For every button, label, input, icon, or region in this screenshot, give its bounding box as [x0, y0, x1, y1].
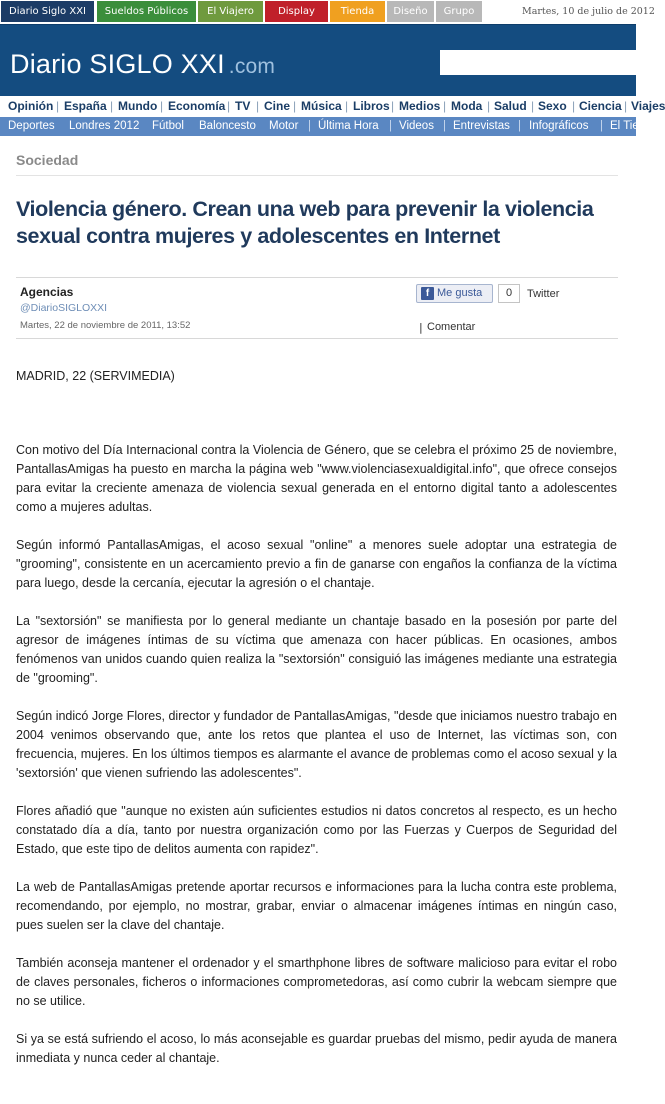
- article-paragraph: Flores añadió que "aunque no existen aún suficientes estudios ni datos concretos al respecto, es un hecho constatado día a día, tanto por nuestra organización como por las Fuerzas y Cuerpos de Seguridad del Estado, que este tipo de delitos aumenta con rapidez".: [16, 804, 617, 856]
- search-input[interactable]: [440, 50, 636, 75]
- nav-separator: |: [227, 99, 231, 113]
- subnav-item-baloncesto[interactable]: Baloncesto: [199, 120, 256, 132]
- masthead: [0, 24, 636, 96]
- sub-nav: [0, 117, 662, 136]
- nav-item-sexo[interactable]: Sexo: [538, 99, 567, 113]
- like-count: 0: [498, 284, 520, 303]
- nav-separator: |: [487, 99, 491, 113]
- header-date: Martes, 10 de julio de 2012: [522, 6, 655, 17]
- nav-separator: |: [256, 99, 260, 113]
- subnav-item-ultima-hora[interactable]: Última Hora: [318, 120, 379, 132]
- article-headline: Violencia género. Crean una web para prevenir la violencia sexual contra mujeres y adolescentes en Internet: [16, 197, 594, 248]
- twitter-handle-link[interactable]: @DiarioSIGLOXXI: [20, 302, 108, 314]
- facebook-like-button[interactable]: [416, 284, 493, 303]
- nav-separator: |: [293, 99, 297, 113]
- network-tab-viajero[interactable]: El Viajero: [198, 1, 263, 22]
- site-logo[interactable]: [10, 49, 275, 80]
- nav-separator: |: [345, 99, 349, 113]
- nav-separator: |: [624, 99, 628, 113]
- nav-separator: |: [572, 99, 576, 113]
- network-tab-diario[interactable]: Diario Siglo XXI: [1, 1, 94, 22]
- nav-item-cine[interactable]: Cine: [264, 99, 291, 113]
- logo-main: Diario SIGLO XXI: [10, 49, 225, 79]
- byline-box: [16, 277, 618, 339]
- nav-separator: |: [531, 99, 535, 113]
- article-paragraph: La "sextorsión" se manifiesta por lo general mediante un chantaje basado en la posesión por parte del agresor de imágenes íntimas de su víctima que amenaza con hacer públicas. En ocasiones, ambos fenómenos van unidos cuando quien realiza la "sextorsión" consiguió las imágenes mediante una estrategia de "grooming".: [16, 614, 617, 685]
- comment-separator: |: [419, 321, 423, 334]
- article-paragraph: Según indicó Jorge Flores, director y fundador de PantallasAmigas, "desde que iniciamos nuestro trabajo en 2004 venimos observando que, ante los retos que plantea el uso de Internet, las víctimas son, con frecuencia, mujeres. En los últimos tiempos es alarmante el avance de problemas como el acoso sexual y la 'sextorsión' que vienen sufriendo las adolescentes".: [16, 709, 617, 780]
- network-tab-diseno[interactable]: Diseño: [387, 1, 434, 22]
- nav-item-libros[interactable]: Libros: [353, 99, 390, 113]
- nav-separator: |: [110, 99, 114, 113]
- nav-item-salud[interactable]: Salud: [494, 99, 527, 113]
- nav-separator: |: [56, 99, 60, 113]
- like-label: Me gusta: [437, 287, 483, 299]
- publish-date: Martes, 22 de noviembre de 2011, 13:52: [20, 320, 191, 331]
- network-tab-display[interactable]: Display: [265, 1, 328, 22]
- network-tab-tienda[interactable]: Tienda: [330, 1, 385, 22]
- subnav-separator: |: [600, 120, 603, 132]
- nav-item-espana[interactable]: España: [64, 99, 107, 113]
- nav-item-ciencia[interactable]: Ciencia: [579, 99, 622, 113]
- nav-item-medios[interactable]: Medios: [399, 99, 441, 113]
- article-body: [16, 441, 617, 1087]
- subnav-item-el-tiempo[interactable]: El Tiempo: [610, 120, 662, 132]
- logo-suffix: .com: [228, 55, 276, 78]
- subnav-separator: |: [518, 120, 521, 132]
- nav-item-musica[interactable]: Música: [301, 99, 342, 113]
- network-tab-sueldos[interactable]: Sueldos Públicos: [97, 1, 196, 22]
- article-paragraph: También aconseja mantener el ordenador y el smarthphone libres de software malicioso para evitar el robo de claves personales, ficheros o informaciones comprometedoras, así como cubrir la webcam siempre que no se utilice.: [16, 956, 617, 1008]
- nav-separator: |: [391, 99, 395, 113]
- subnav-item-deportes[interactable]: Deportes: [8, 120, 55, 132]
- subnav-separator: |: [389, 120, 392, 132]
- subnav-item-entrevistas[interactable]: Entrevistas: [453, 120, 510, 132]
- facebook-icon: f: [421, 287, 434, 300]
- nav-separator: |: [443, 99, 447, 113]
- network-bar: [0, 0, 655, 24]
- subnav-item-infograficos[interactable]: Infográficos: [529, 120, 589, 132]
- article-paragraph: Con motivo del Día Internacional contra la Violencia de Género, que se celebra el próximo 25 de noviembre, PantallasAmigas ha puesto en marcha la página web "www.violenciasexualdigital.info", que ofrece consejos para evitar la creciente amenaza de violencia sexual generada en el entorno digital tanto a adolescentes como a mujeres adultas.: [16, 443, 617, 514]
- article-author: Agencias: [20, 285, 74, 299]
- subnav-separator: |: [443, 120, 446, 132]
- subnav-separator: |: [308, 120, 311, 132]
- article-paragraph: La web de PantallasAmigas pretende aportar recursos e informaciones para la lucha contra este problema, recomendando, por ejemplo, no mostrar, grabar, enviar o almacenar imágenes íntimas en ningún caso, pues suelen ser la clave del chantaje.: [16, 880, 617, 932]
- nav-item-opinion[interactable]: Opinión: [8, 99, 54, 113]
- nav-item-tv[interactable]: TV: [235, 99, 251, 113]
- nav-item-economia[interactable]: Economía: [168, 99, 226, 113]
- article-paragraph: Si ya se está sufriendo el acoso, lo más aconsejable es guardar pruebas del mismo, pedir ayuda de manera inmediata y nunca ceder al chantaje.: [16, 1032, 617, 1065]
- section-nav: [0, 96, 665, 117]
- section-divider: [16, 175, 618, 176]
- nav-item-mundo[interactable]: Mundo: [118, 99, 158, 113]
- twitter-button[interactable]: Twitter: [527, 288, 560, 300]
- comment-link[interactable]: Comentar: [427, 321, 476, 333]
- subnav-item-londres[interactable]: Londres 2012: [69, 120, 140, 132]
- nav-item-viajes[interactable]: Viajes: [631, 99, 665, 113]
- section-label[interactable]: Sociedad: [16, 152, 79, 168]
- subnav-item-videos[interactable]: Videos: [399, 120, 434, 132]
- article-dateline: MADRID, 22 (SERVIMEDIA): [16, 369, 175, 383]
- subnav-item-motor[interactable]: Motor: [269, 120, 299, 132]
- nav-separator: |: [160, 99, 164, 113]
- subnav-item-futbol[interactable]: Fútbol: [152, 120, 184, 132]
- article-paragraph: Según informó PantallasAmigas, el acoso sexual "online" a menores suele adoptar una estrategia de "grooming", consistente en un acercamiento previo a fin de ganarse con engaños la confianza de la víctima para luego, desde la cercanía, ejecutar la agresión o el chantaje.: [16, 538, 617, 590]
- network-tab-grupo[interactable]: Grupo: [436, 1, 482, 22]
- nav-item-moda[interactable]: Moda: [451, 99, 483, 113]
